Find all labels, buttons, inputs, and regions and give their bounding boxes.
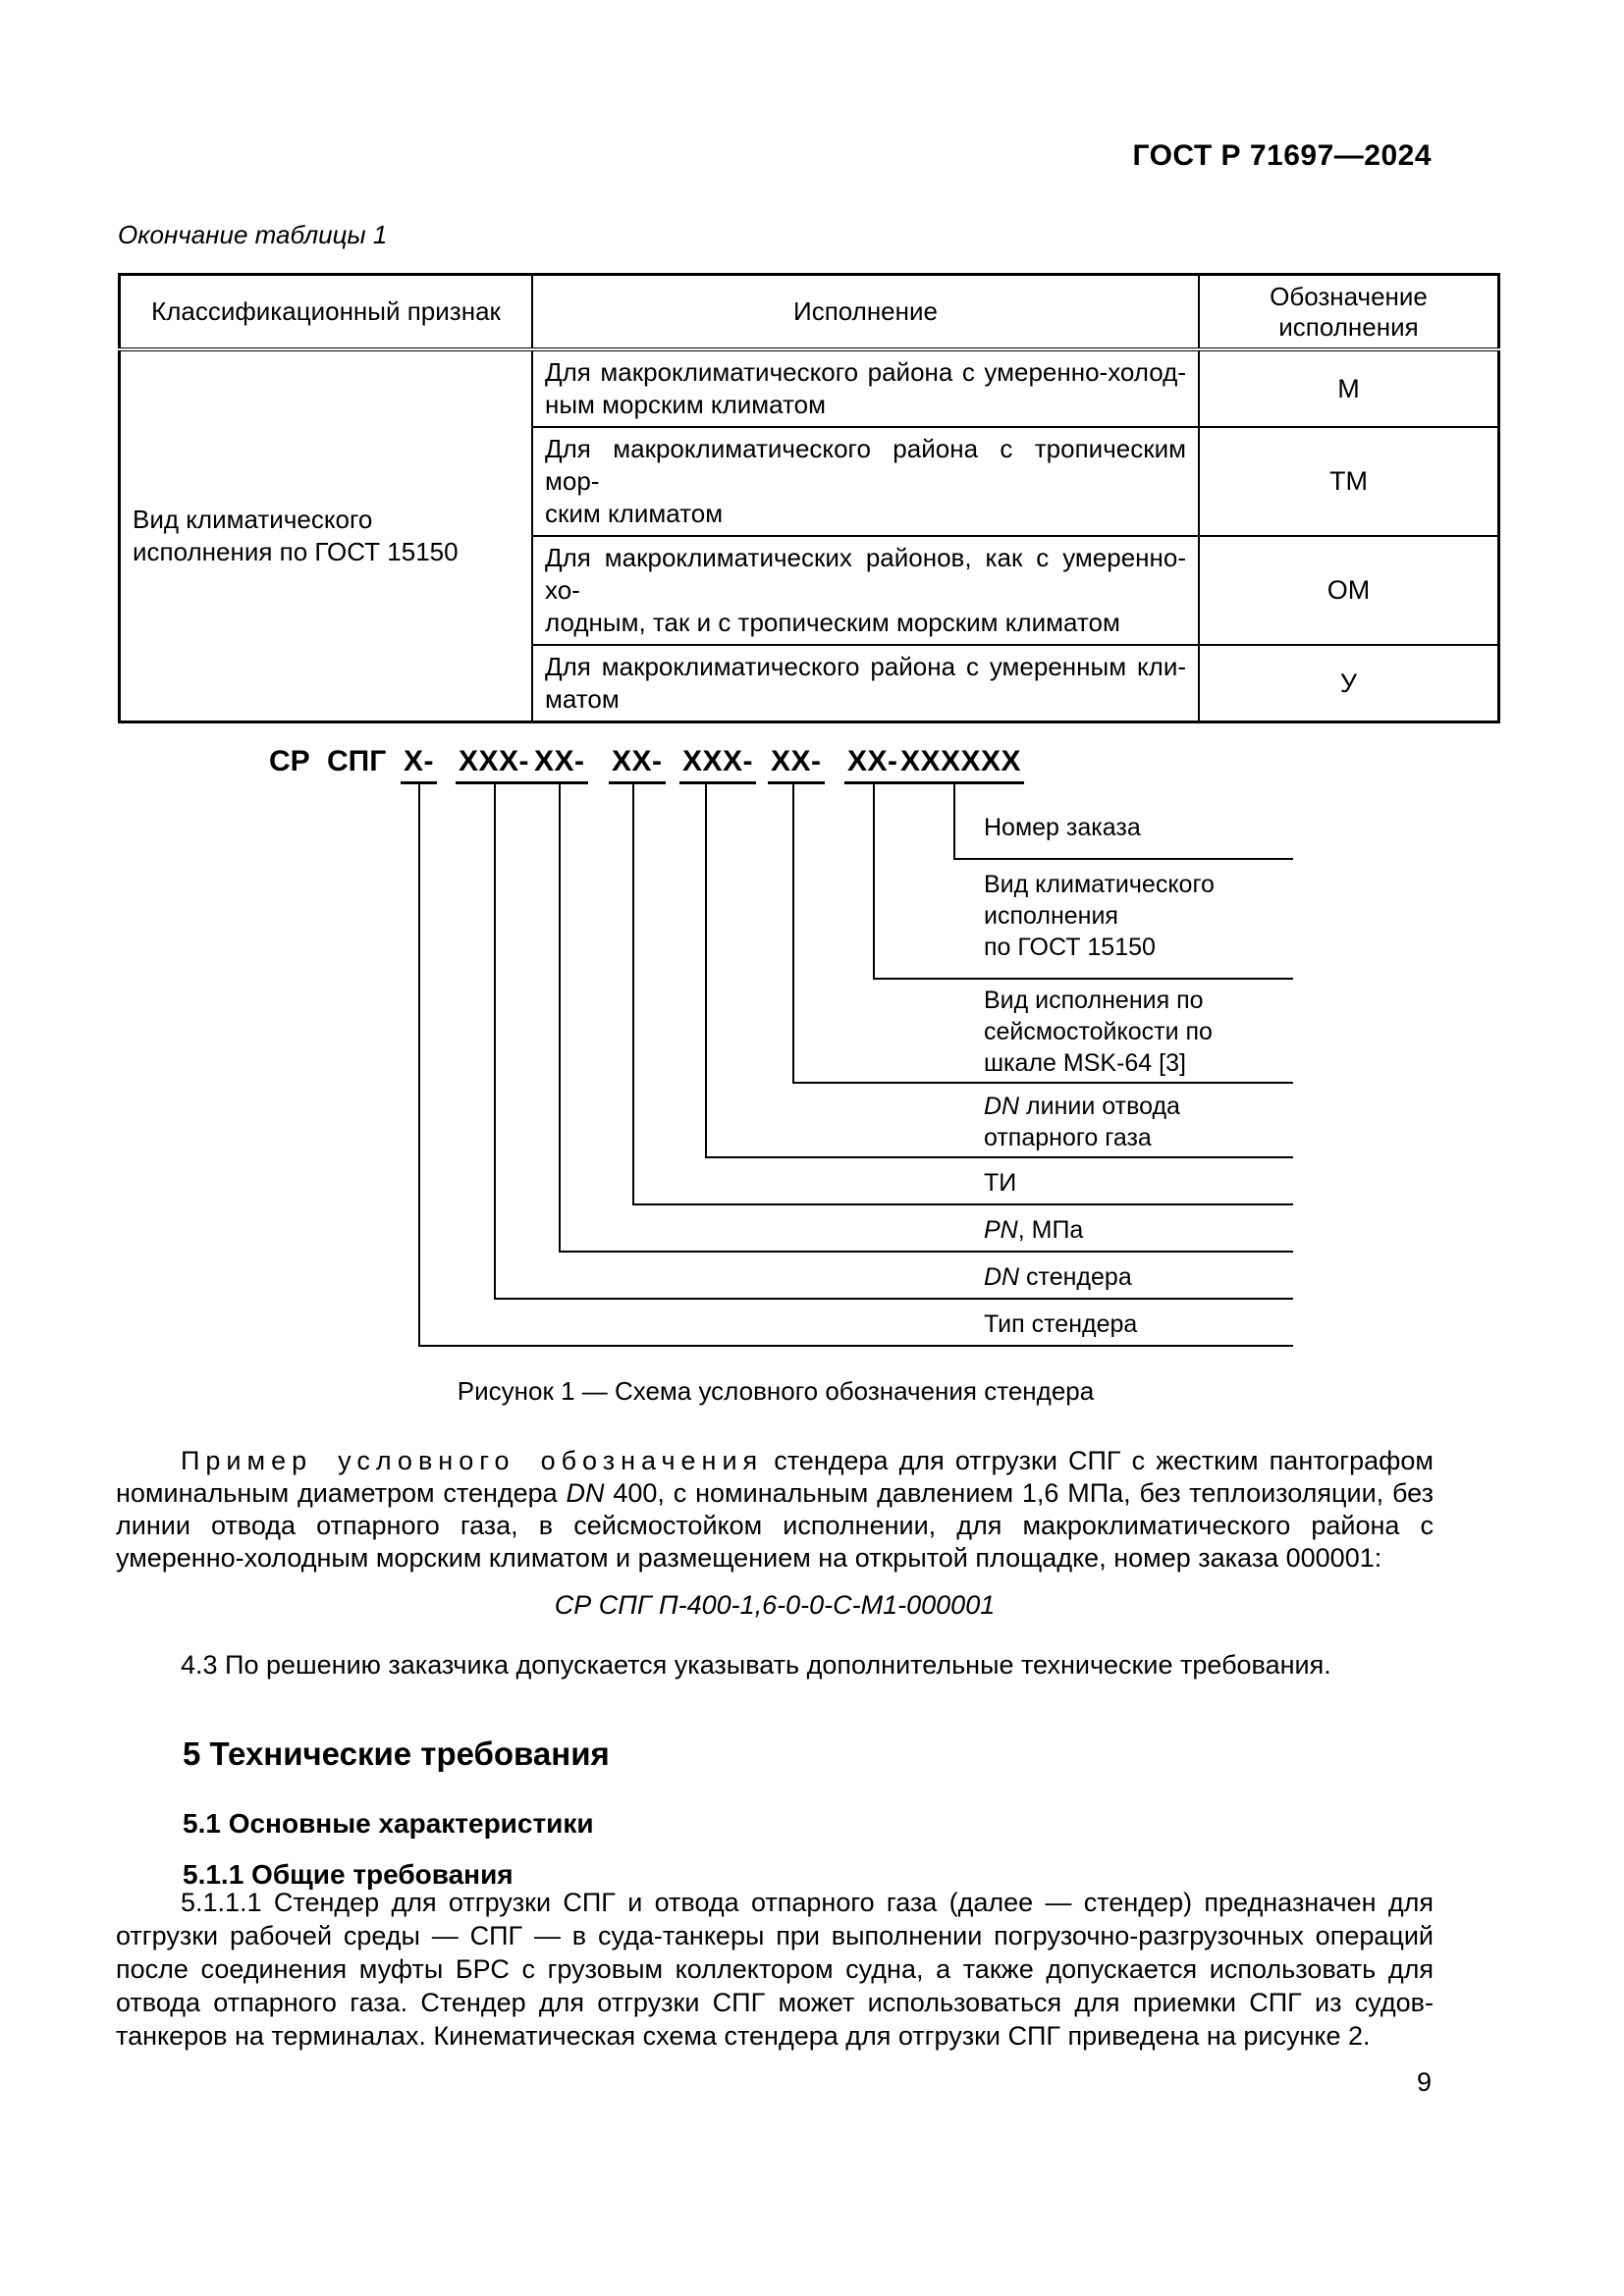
label-order-number: Номер заказа xyxy=(984,814,1141,841)
group-cell-climate-type xyxy=(120,349,533,722)
execution-text-line2: лодным, так и с тропическим морским климатом xyxy=(545,608,1120,637)
execution-cell xyxy=(532,645,1199,722)
execution-text-line2: ным морским климатом xyxy=(545,390,827,419)
figure-connector-line xyxy=(873,784,875,978)
page-number: 9 xyxy=(1416,2067,1432,2097)
table-row xyxy=(120,349,1499,427)
figure-caption: Рисунок 1 — Схема условного обозначения стендера xyxy=(457,1376,1095,1406)
section-5-1-heading: 5.1 Основные характеристики xyxy=(183,1808,594,1839)
scheme-code-prefix: СР СПГ xyxy=(269,745,387,777)
column-header-designation: Обозначение исполнения xyxy=(1199,275,1499,350)
dn-symbol: DN xyxy=(566,1478,605,1508)
dn-symbol: DN xyxy=(984,1093,1020,1120)
label-text: стендера xyxy=(1019,1263,1132,1291)
scheme-segment-3: ХХ- xyxy=(531,745,588,784)
label-line: Вид исполнения по xyxy=(984,987,1204,1014)
scheme-segment-6: ХХ- xyxy=(768,745,825,784)
execution-cell xyxy=(532,427,1199,536)
column-header-execution: Исполнение xyxy=(532,275,1199,350)
table-continuation-note: Окончание таблицы 1 xyxy=(118,220,388,249)
label-pn xyxy=(984,1214,1308,1246)
section-5-heading: 5 Технические требования xyxy=(183,1735,610,1772)
figure-shelf-line xyxy=(559,1251,1293,1253)
figure-connector-line xyxy=(494,784,496,1298)
figure-shelf-line xyxy=(792,1082,1293,1084)
designation-cell: У xyxy=(1199,645,1499,722)
label-line: исполнения xyxy=(984,902,1118,930)
figure-connector-line xyxy=(953,784,955,858)
clause-4-3: 4.3 По решению заказчика допускается указывать дополнительные технические требования. xyxy=(181,1650,1331,1680)
label-line: по ГОСТ 15150 xyxy=(984,934,1156,961)
label-seismic-type xyxy=(984,985,1308,1079)
figure-connector-line xyxy=(792,784,794,1082)
label-stender-type: Тип стендера xyxy=(984,1310,1138,1338)
example-text: 400, с номинальным давлением 1,6 МПа, без теплоизоляции, без линии отвода отпарного газа, в сейсмостойком исполнении, для макроклиматического района с умеренно-холодным морским климатом и размещением на открытой площадке, номер заказа 000001: xyxy=(116,1478,1434,1573)
label-line: сейсмостойкости по xyxy=(984,1018,1213,1045)
table-header-row xyxy=(120,275,1499,350)
label-dn-stender xyxy=(984,1261,1308,1293)
execution-cell xyxy=(532,536,1199,645)
label-text: линии отвода xyxy=(1019,1093,1180,1120)
designation-cell: М xyxy=(1199,349,1499,427)
pn-symbol: PN xyxy=(984,1216,1018,1244)
label-line: Вид климатического xyxy=(984,871,1215,898)
group-cell-line2: исполнения по ГОСТ 15150 xyxy=(133,537,459,566)
classification-table xyxy=(118,273,1500,723)
dn-symbol: DN xyxy=(984,1263,1020,1291)
figure-connector-line xyxy=(705,784,707,1156)
scheme-segment-4: ХХ- xyxy=(609,745,666,784)
column-header-attribute: Классификационный признак xyxy=(120,275,533,350)
table-header xyxy=(120,275,1499,350)
scheme-segment-1: Х- xyxy=(401,745,437,784)
label-line: отпарного газа xyxy=(984,1124,1152,1151)
label-dn-vapor-line xyxy=(984,1091,1308,1153)
execution-text-line2: матом xyxy=(545,684,620,714)
clause-5-1-1-1: 5.1.1.1 Стендер для отгрузки СПГ и отвода отпарного газа (далее — стендер) предназначен для отгрузки рабочей среды — СПГ — в суда-танкеры при выполнении погрузочно-разгрузочных операций после соединения муфты БРС с грузовым коллектором судна, а также допускается использовать для отвода отпарного газа. Стендер для отгрузки СПГ может использоваться для приемки СПГ из судов-танкеров на терминалах. Кинематическая схема стендера для отгрузки СПГ приведена на рисунке 2. xyxy=(116,1888,1434,2051)
execution-text-line1: Для макроклиматического района с умеренно-холод- xyxy=(545,357,1186,387)
designation-cell: ОМ xyxy=(1199,536,1499,645)
label-line: шкале MSK-64 [3] xyxy=(984,1049,1186,1077)
scheme-segment-8: ХХХХХХ xyxy=(897,745,1024,784)
figure-shelf-line xyxy=(873,978,1293,980)
scheme-segment-2: ХХХ- xyxy=(456,745,532,784)
label-ti: ТИ xyxy=(984,1169,1017,1197)
designation-scheme-figure xyxy=(118,731,1434,1384)
document-header: ГОСТ Р 71697—2024 xyxy=(1132,139,1432,172)
figure-shelf-line xyxy=(632,1203,1293,1205)
figure-shelf-line xyxy=(418,1345,1293,1347)
figure-connector-line xyxy=(559,784,561,1251)
section-5-1-1-heading: 5.1.1 Общие требования xyxy=(183,1859,514,1890)
figure-connector-line xyxy=(418,784,420,1345)
example-intro-spaced: Пример условного обозначения xyxy=(181,1446,764,1475)
figure-shelf-line xyxy=(494,1298,1293,1300)
example-designation-code: СР СПГ П-400-1,6-0-0-С-М1-000001 xyxy=(554,1590,996,1620)
execution-text-line1: Для макроклиматического района с умеренным кли- xyxy=(545,652,1186,681)
example-paragraph xyxy=(116,1445,1434,1575)
scheme-segment-7: ХХ- xyxy=(844,745,901,784)
label-text: , МПа xyxy=(1017,1216,1084,1244)
figure-shelf-line xyxy=(953,858,1293,860)
execution-text-line1: Для макроклиматического района с тропическим мор- xyxy=(545,434,1186,496)
group-cell-line1: Вид климатического xyxy=(133,505,373,534)
scheme-segment-5: ХХХ- xyxy=(679,745,756,784)
example-text: стендера для отгрузки СПГ с жестким пантографом номинальным диаметром стендера xyxy=(116,1446,1434,1508)
execution-text-line1: Для макроклиматических районов, как с умеренно-хо- xyxy=(545,543,1186,605)
figure-connector-line xyxy=(632,784,634,1203)
figure-shelf-line xyxy=(705,1156,1293,1158)
label-line xyxy=(984,1091,1308,1122)
designation-cell: ТМ xyxy=(1199,427,1499,536)
execution-text-line2: ским климатом xyxy=(545,499,724,528)
execution-cell xyxy=(532,349,1199,427)
label-climate-type xyxy=(984,869,1308,963)
